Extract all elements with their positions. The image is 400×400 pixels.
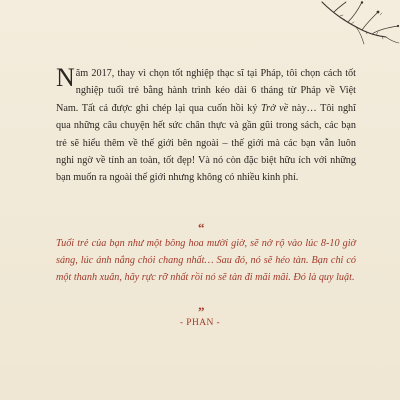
- quote-text: Tuổi trẻ của bạn như một bông hoa mười giờ, sẽ nở rộ vào lúc 8-10 giờ sáng, lúc ánh nắng chói chang nhất… Sau đó, nó sẽ héo tàn. Bạn chỉ có một thanh xuân, hãy rực rỡ nhất rồi nó sẽ tàn đi mãi mãi. Đó là quy luật.: [56, 238, 356, 283]
- open-quote-mark: “: [198, 220, 204, 235]
- drop-cap-letter: N: [56, 63, 75, 92]
- intro-text-end: này… Tôi nghĩ qua những câu chuyện hết sức chân thực và gần gũi trong sách, các bạn trẻ sẽ hiểu thêm về thế giới bên ngoài – thế giới mà các bạn vẫn luôn nghi ngờ về tính an toàn, tốt đẹp! Và nó còn đặc biệt hữu ích với những bạn muốn ra ngoài thế giới nhưng không có nhiều kinh phí.: [56, 102, 356, 184]
- intro-text-start: ăm 2017, thay vì chọn tốt nghiệp thạc sĩ tại Pháp, tôi chọn cách tốt nghiệp tuổi trẻ bằng hành trình kéo dài 6 tháng từ Pháp về Việt Nam. Tất cả được ghi chép lại qua cuốn hồi ký: [56, 68, 356, 114]
- intro-paragraph: [56, 65, 356, 187]
- close-quote-mark: ”: [198, 304, 204, 319]
- author-signature: - PHAN -: [179, 318, 221, 328]
- branch-sketch-illustration: [320, 0, 400, 48]
- book-title: Trở về: [261, 102, 289, 114]
